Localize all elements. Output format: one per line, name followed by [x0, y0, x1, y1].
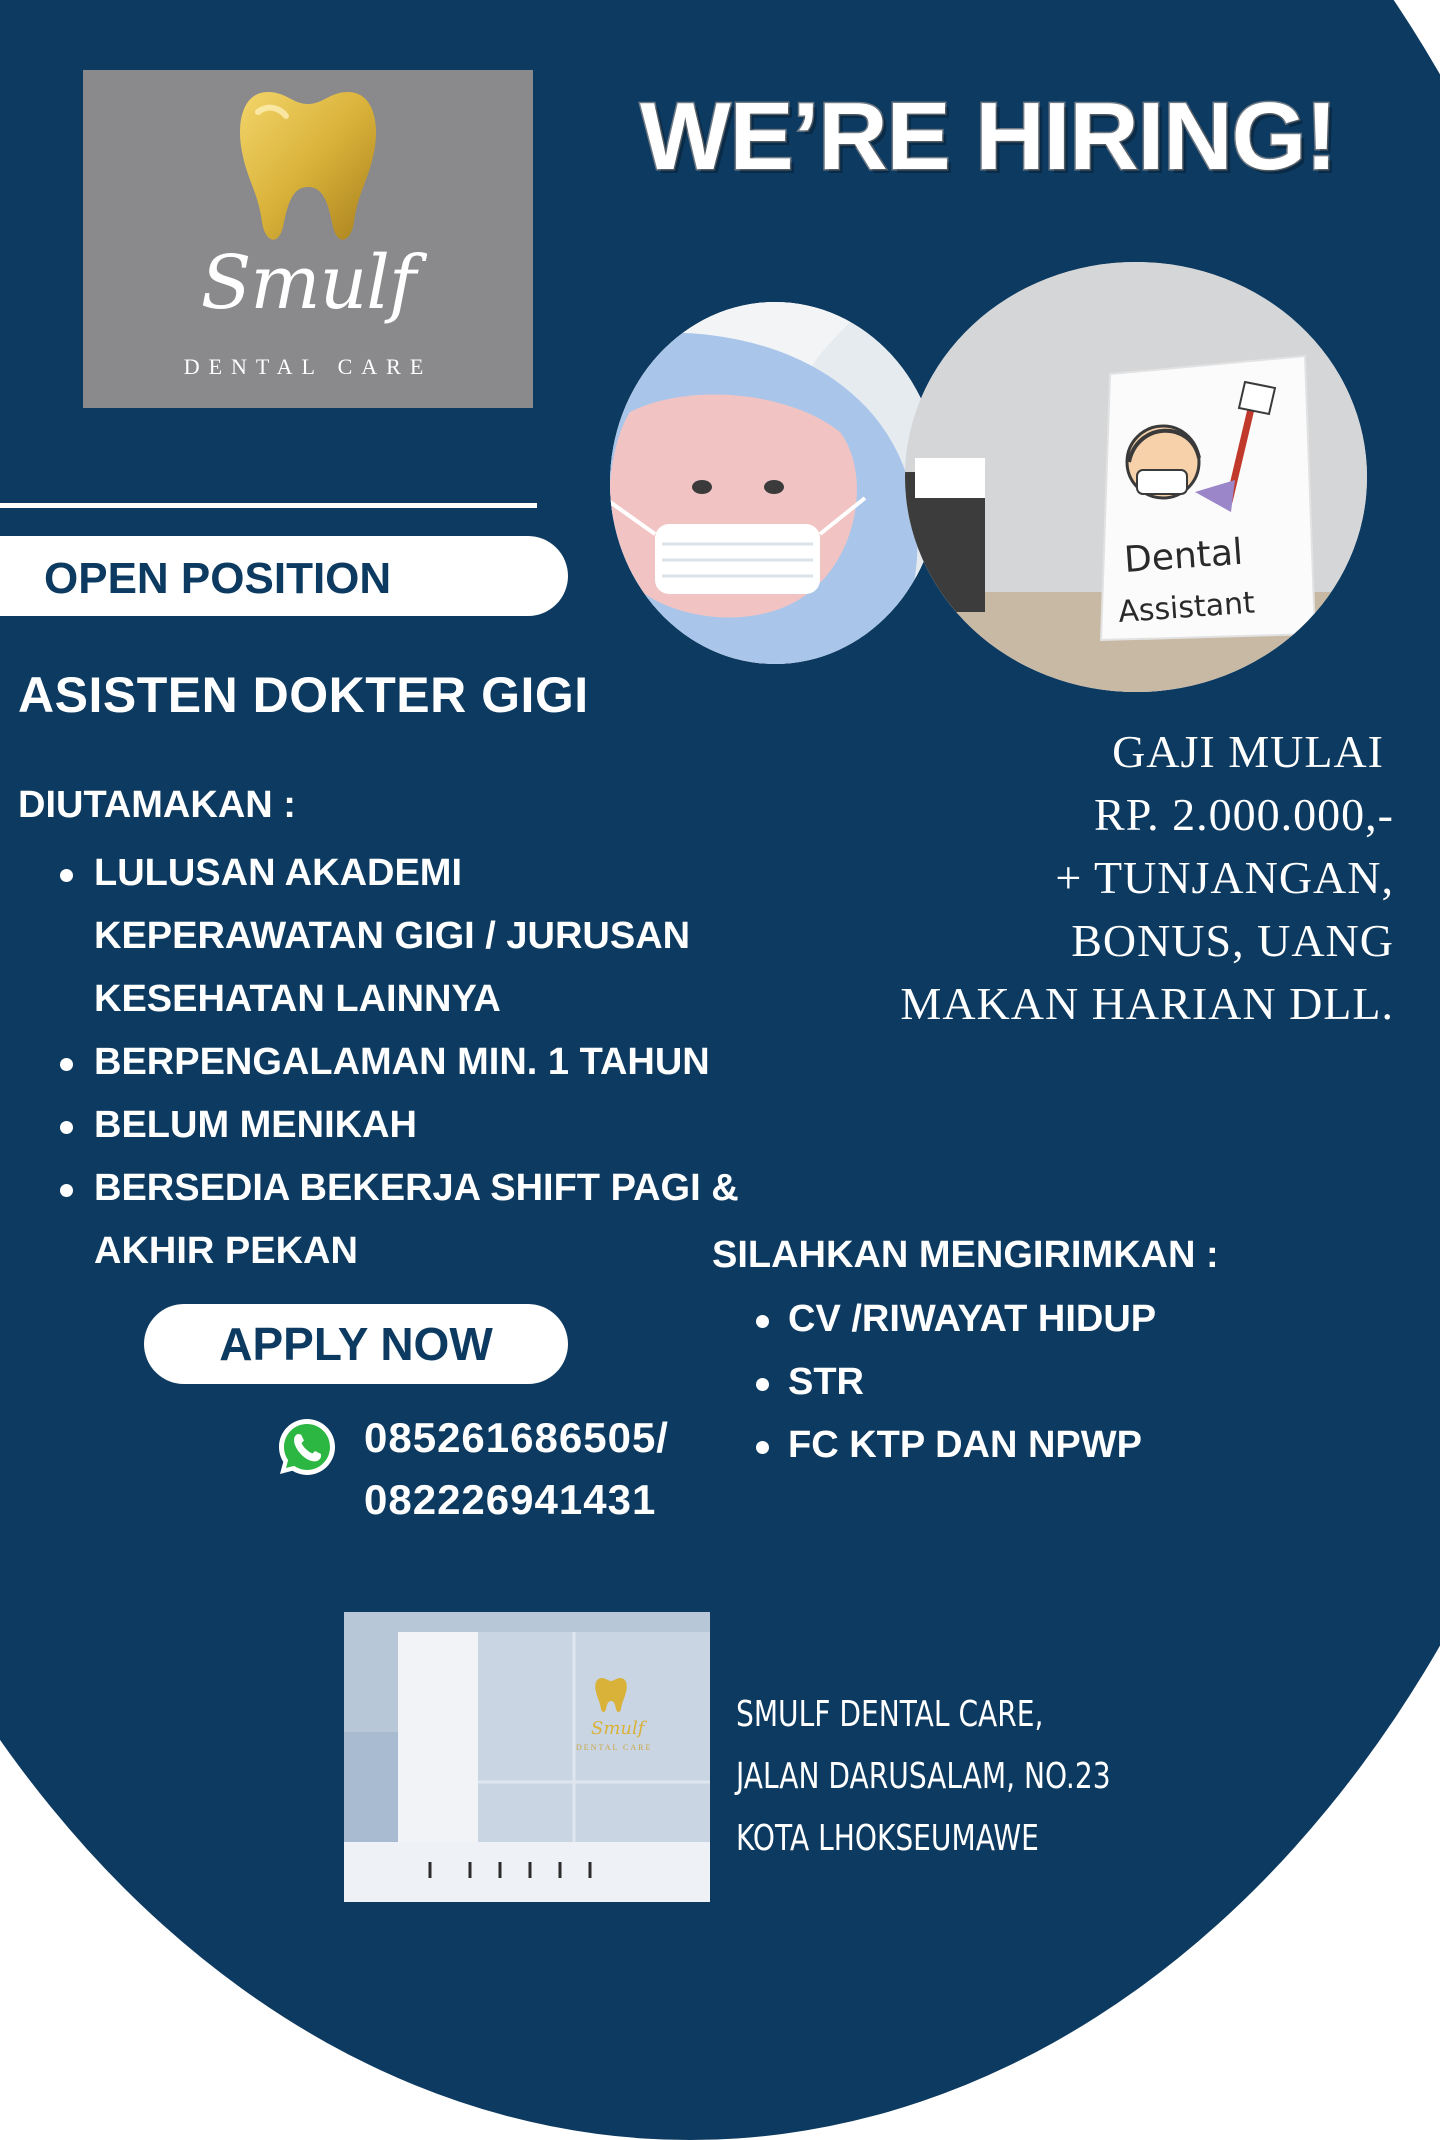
clinic-storefront-photo	[344, 1612, 710, 1902]
list-item: BERPENGALAMAN MIN. 1 TAHUN	[54, 1031, 854, 1094]
dental-assistant-sign-photo	[905, 262, 1367, 692]
list-item: BELUM MENIKAH	[54, 1094, 854, 1157]
list-item: CV /RIWAYAT HIDUP	[748, 1288, 1156, 1351]
phone-number-2[interactable]: 082226941431	[364, 1476, 657, 1523]
salary-line: GAJI MULAI	[1112, 726, 1384, 777]
salary-line: + TUNJANGAN,	[1055, 852, 1394, 903]
storefront-sign-name: Smulf	[591, 1718, 645, 1739]
list-item: STR	[748, 1351, 1156, 1414]
brand-logo	[83, 70, 533, 408]
salary-line: BONUS, UANG	[1071, 915, 1394, 966]
list-item: FC KTP DAN NPWP	[748, 1414, 1156, 1477]
documents-list	[748, 1288, 1156, 1477]
storefront-sign-subtitle: DENTAL CARE	[576, 1743, 653, 1752]
salary-line: MAKAN HARIAN DLL.	[900, 978, 1394, 1029]
address-line: SMULF DENTAL CARE,	[736, 1694, 1044, 1735]
salary-info	[794, 720, 1394, 1035]
sign-text-line2: Assistant	[1117, 585, 1256, 630]
address-line: KOTA LHOKSEUMAWE	[736, 1818, 1039, 1859]
divider-line	[0, 503, 537, 508]
address-line: JALAN DARUSALAM, NO.23	[736, 1756, 1111, 1797]
brand-name: Smulf	[200, 240, 416, 326]
requirements-title: DIUTAMAKAN :	[18, 784, 296, 826]
list-item: BERSEDIA BEKERJA SHIFT PAGI & AKHIR PEKAN	[54, 1157, 794, 1283]
requirements-list	[54, 842, 854, 1283]
job-title: ASISTEN DOKTER GIGI	[18, 667, 589, 723]
tooth-icon	[228, 82, 388, 252]
headline: WE’RE HIRING!	[640, 83, 1337, 190]
brand-subtitle: DENTAL CARE	[183, 354, 433, 379]
salary-line: RP. 2.000.000,-	[1094, 789, 1394, 840]
masked-face-illustration	[610, 302, 940, 664]
whatsapp-icon	[276, 1416, 338, 1478]
phone-number-1[interactable]: 085261686505/	[364, 1414, 669, 1461]
open-position-banner	[0, 536, 568, 616]
open-position-label: OPEN POSITION	[44, 554, 392, 603]
sign-text-line1: Dental	[1122, 531, 1245, 581]
documents-title: SILAHKAN MENGIRIMKAN :	[712, 1234, 1219, 1276]
apply-now-button[interactable]: APPLY NOW	[144, 1304, 568, 1384]
list-item: LULUSAN AKADEMI KEPERAWATAN GIGI / JURUSAN KESEHATAN LAINNYA	[54, 842, 724, 1031]
